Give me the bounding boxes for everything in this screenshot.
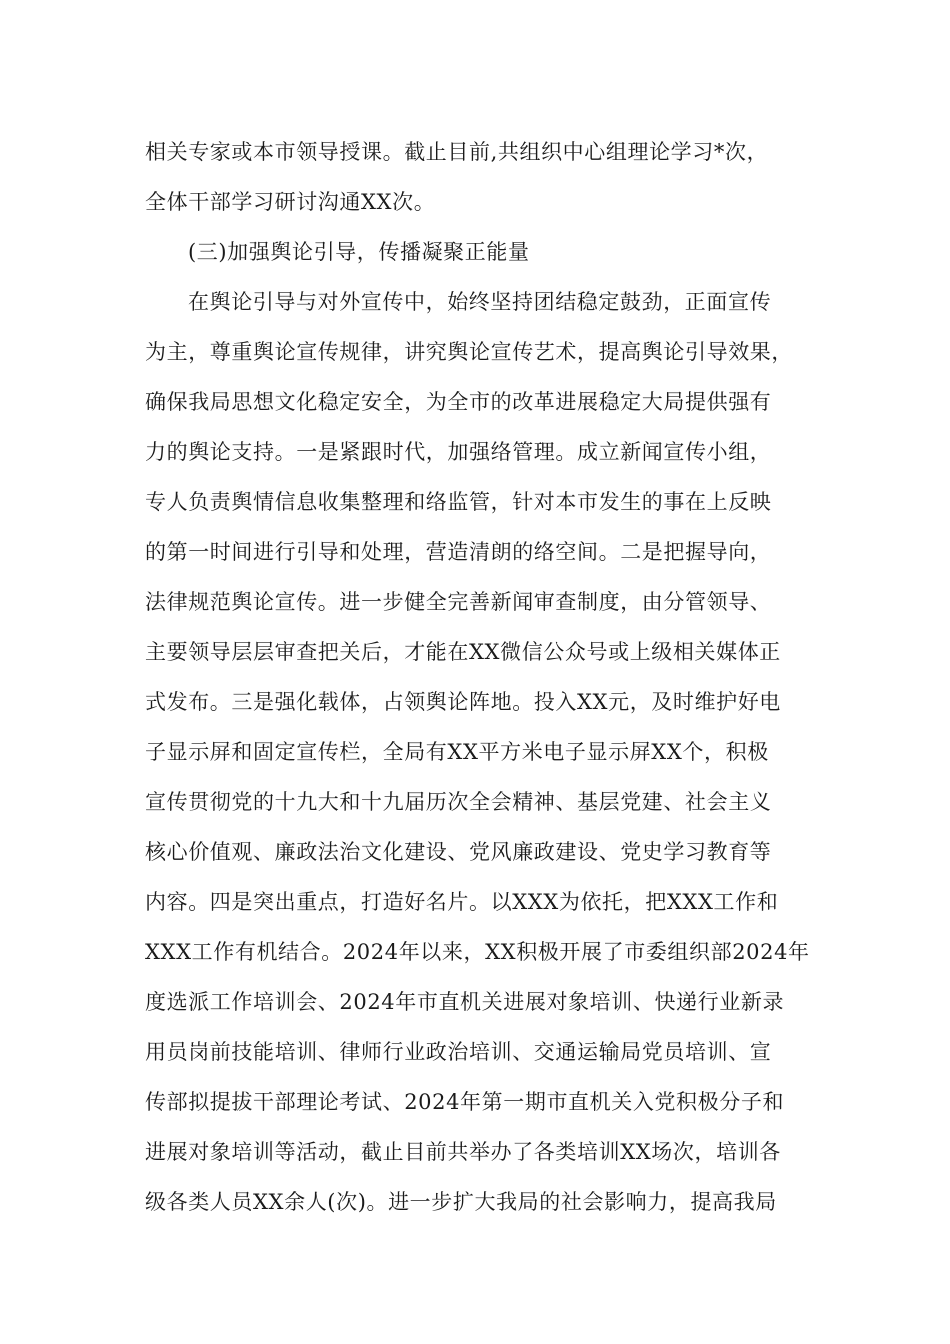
text-line-12: 式发布。三是强化载体，占领舆论阵地。投入XX元，及时维护好电 bbox=[145, 690, 781, 714]
text-line-8: 专人负责舆情信息收集整理和络监管，针对本市发生的事在上反映 bbox=[145, 490, 772, 514]
text-line-9: 的第一时间进行引导和处理，营造清朗的络空间。二是把握导向， bbox=[145, 540, 772, 564]
text-line-14: 宣传贯彻党的十九大和十九届历次全会精神、基层党建、社会主义 bbox=[145, 790, 772, 814]
text-line-1: 相关专家或本市领导授课。截止目前,共组织中心组理论学习*次， bbox=[145, 140, 769, 164]
text-line-22: 级各类人员XX余人(次)。进一步扩大我局的社会影响力，提高我局 bbox=[145, 1190, 777, 1214]
text-line-19: 用员岗前技能培训、律师行业政治培训、交通运输局党员培训、宣 bbox=[145, 1040, 772, 1064]
text-line-2: 全体干部学习研讨沟通XX次。 bbox=[145, 190, 436, 214]
paragraph-first-line: 在舆论引导与对外宣传中，始终坚持团结稳定鼓劲，正面宣传 bbox=[188, 290, 772, 314]
text-line-18: 度选派工作培训会、2024年市直机关进展对象培训、快递行业新录 bbox=[145, 990, 785, 1014]
text-line-20: 传部拟提拔干部理论考试、2024年第一期市直机关入党积极分子和 bbox=[145, 1090, 785, 1114]
text-line-11: 主要领导层层审查把关后，才能在XX微信公众号或上级相关媒体正 bbox=[145, 640, 781, 664]
text-line-6: 确保我局思想文化稳定安全，为全市的改革进展稳定大局提供强有 bbox=[145, 390, 772, 414]
text-line-16: 内容。四是突出重点，打造好名片。以XXX为依托，把XXX工作和 bbox=[145, 890, 779, 914]
section-heading: (三)加强舆论引导，传播凝聚正能量 bbox=[188, 240, 530, 264]
text-line-5: 为主，尊重舆论宣传规律，讲究舆论宣传艺术，提高舆论引导效果， bbox=[145, 340, 793, 364]
text-line-7: 力的舆论支持。一是紧跟时代，加强络管理。成立新闻宣传小组， bbox=[145, 440, 772, 464]
text-line-17: XXX工作有机结合。2024年以来，XX积极开展了市委组织部2024年 bbox=[145, 940, 810, 964]
text-line-10: 法律规范舆论宣传。进一步健全完善新闻审查制度，由分管领导、 bbox=[145, 590, 772, 614]
text-line-21: 进展对象培训等活动，截止目前共举办了各类培训XX场次，培训各 bbox=[145, 1140, 781, 1164]
text-line-15: 核心价值观、廉政法治文化建设、党风廉政建设、党史学习教育等 bbox=[145, 840, 772, 864]
text-line-13: 子显示屏和固定宣传栏，全局有XX平方米电子显示屏XX个，积极 bbox=[145, 740, 769, 764]
